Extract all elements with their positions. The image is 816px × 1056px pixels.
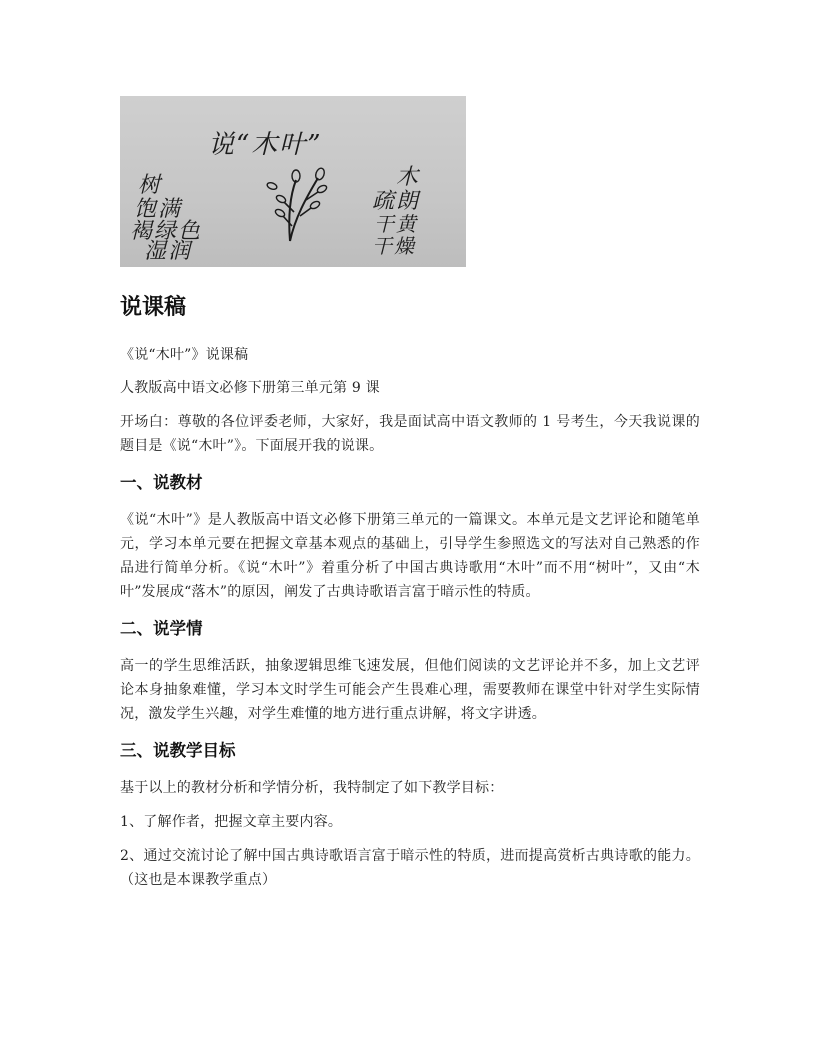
source-line: 人教版高中语文必修下册第三单元第 9 课 xyxy=(120,380,380,396)
handwriting-photo xyxy=(120,96,466,267)
document-body xyxy=(120,96,700,892)
section-heading-goals: 三、说教学目标 xyxy=(120,741,236,760)
handwriting-left-2: 饱满 xyxy=(134,197,183,222)
handwriting-right-3: 干黄 xyxy=(374,212,418,236)
handwriting-left-1: 树 xyxy=(138,173,163,198)
section-intro-goals: 基于以上的教材分析和学情分析，我特制定了如下教学目标： xyxy=(120,780,504,796)
section-body-textbook: 《说“木叶”》是人教版高中语文必修下册第三单元的一篇课文。本单元是文艺评论和随笔单元，学习本单元要在把握文章基本观点的基础上，引导学生参照选文的写法对自己熟悉的作品进行简单分析。《说“木叶”》着重分析了中国古典诗歌用“木叶”而不用“树叶”，又由“木叶”发展成“落木”的原因，阐发了古典诗歌语言富于暗示性的特质。 xyxy=(120,512,700,600)
opening-paragraph: 开场白：尊敬的各位评委老师，大家好，我是面试高中语文教师的 1 号考生，今天我说课的题目是《说“木叶”》。下面展开我的说课。 xyxy=(120,414,700,454)
handwriting-right-2: 疏朗 xyxy=(372,189,421,214)
subtitle: 《说“木叶”》说课稿 xyxy=(120,347,249,363)
goal-item: 1、了解作者，把握文章主要内容。 xyxy=(120,814,343,830)
document-title: 说课稿 xyxy=(120,295,187,320)
handwriting-right-1: 木 xyxy=(396,165,421,190)
section-heading-textbook: 一、说教材 xyxy=(120,473,203,492)
handwriting-left-3: 褐绿色 xyxy=(130,219,203,244)
handwriting-left-4: 湿润 xyxy=(144,239,193,264)
handwriting-title: 说“木叶” xyxy=(208,130,323,160)
goal-item: 2、通过交流讨论了解中国古典诗歌语言富于暗示性的特质，进而提高赏析古典诗歌的能力。（这也是本课教学重点） xyxy=(120,848,700,888)
handwriting-right-4: 干燥 xyxy=(372,234,416,258)
section-body-students: 高一的学生思维活跃，抽象逻辑思维飞速发展，但他们阅读的文艺评论并不多，加上文艺评论本身抽象难懂，学习本文时学生可能会产生畏难心理，需要教师在课堂中针对学生实际情况，激发学生兴趣，对学生难懂的地方进行重点讲解，将文字讲透。 xyxy=(120,658,700,722)
section-heading-students: 二、说学情 xyxy=(120,619,203,638)
